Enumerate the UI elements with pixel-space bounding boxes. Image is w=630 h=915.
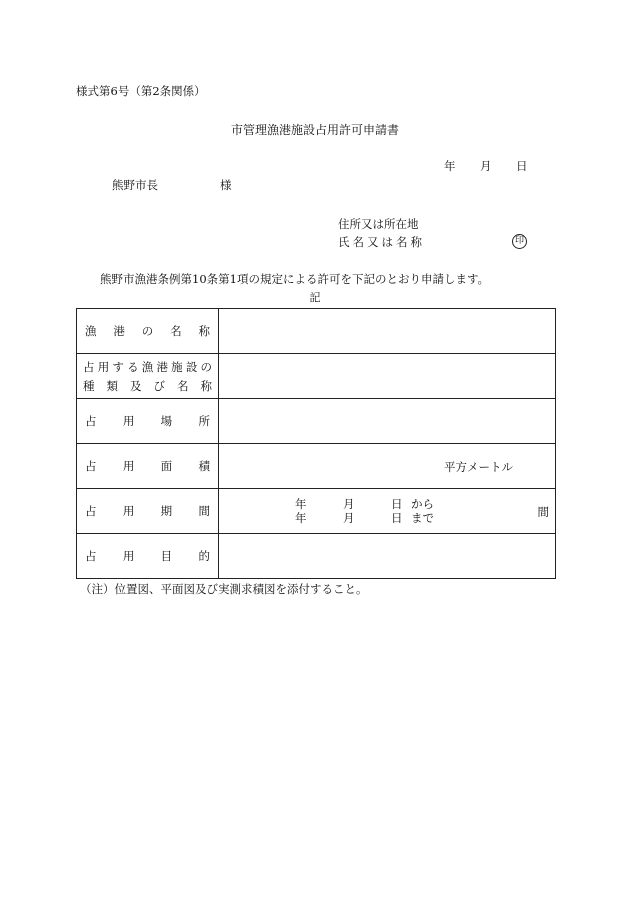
area-field[interactable] xyxy=(219,444,556,489)
application-statement: 熊野市漁港条例第10条第1項の規定による許可を下記のとおり申請します。 xyxy=(100,272,490,286)
label-char: 用 xyxy=(122,549,135,563)
label-char: 目 xyxy=(160,549,173,563)
label-char: 名 xyxy=(177,378,189,393)
label-char: 名 xyxy=(170,324,182,338)
label-line-1 xyxy=(83,359,212,375)
label-chars xyxy=(77,503,218,519)
date-month-label: 月 xyxy=(480,159,492,173)
label-char: 称 xyxy=(200,378,212,393)
period-dates xyxy=(295,497,434,525)
label-chars xyxy=(77,458,218,474)
label-char: 期 xyxy=(160,504,173,518)
facility-field[interactable] xyxy=(219,354,556,399)
facility-label xyxy=(77,354,219,399)
application-table xyxy=(76,308,556,579)
table-row-period xyxy=(77,489,556,534)
period-to-year: 年 xyxy=(295,511,307,525)
ki-heading: 記 xyxy=(309,291,321,304)
table-row-area xyxy=(77,444,556,489)
label-chars xyxy=(77,548,218,564)
label-char: の xyxy=(200,359,212,374)
label-char: 占 xyxy=(85,414,97,428)
addressee-name: 熊野市長 xyxy=(112,178,158,192)
label-char: 設 xyxy=(185,359,198,374)
period-from-day: 日 xyxy=(391,497,403,511)
table-row-facility xyxy=(77,354,556,399)
attachment-note: （注）位置図、平面図及び実測求積図を添付すること。 xyxy=(80,582,368,596)
period-from xyxy=(295,497,434,511)
page-title: 市管理漁港施設占用許可申請書 xyxy=(230,123,399,137)
applicant-address-label: 住所又は所在地 xyxy=(338,217,419,231)
period-label xyxy=(77,489,219,534)
period-to-day: 日 xyxy=(391,511,403,525)
addressee-honorific: 様 xyxy=(220,178,232,192)
label-char: 的 xyxy=(198,549,210,563)
form-number: 様式第6号（第2条関係） xyxy=(76,84,206,98)
label-char: 占 xyxy=(83,359,95,374)
label-char: 間 xyxy=(198,504,210,518)
label-char: す xyxy=(112,359,124,374)
label-lines xyxy=(77,359,218,394)
label-line-2 xyxy=(83,378,212,394)
purpose-label xyxy=(77,534,219,579)
period-from-suffix: から xyxy=(411,497,434,511)
applicant-name-label: 氏名又は名称 xyxy=(338,235,425,249)
label-char: 占 xyxy=(85,549,97,563)
date-year-label: 年 xyxy=(444,159,456,173)
label-char: 港 xyxy=(113,324,125,338)
period-from-year: 年 xyxy=(295,497,307,511)
period-from-month: 月 xyxy=(343,497,355,511)
label-char: 面 xyxy=(160,459,173,473)
label-char: 用 xyxy=(122,459,135,473)
label-char: 漁 xyxy=(141,359,154,374)
label-chars xyxy=(77,323,218,339)
label-char: の xyxy=(141,324,154,338)
label-char: 用 xyxy=(122,414,135,428)
period-to xyxy=(295,511,434,525)
label-char: 及 xyxy=(130,378,142,393)
label-char: 占 xyxy=(85,459,97,473)
area-unit: 平方メートル xyxy=(444,460,513,474)
port-name-field[interactable] xyxy=(219,309,556,354)
table-row-purpose xyxy=(77,534,556,579)
period-to-suffix: まで xyxy=(411,511,434,525)
label-char: 積 xyxy=(198,459,210,473)
area-label xyxy=(77,444,219,489)
place-label xyxy=(77,399,219,444)
label-char: 用 xyxy=(97,359,110,374)
label-char: び xyxy=(153,378,165,393)
seal-char: 印 xyxy=(514,236,524,246)
label-char: 施 xyxy=(171,359,183,374)
label-char: 場 xyxy=(160,414,173,428)
label-char: 漁 xyxy=(85,324,97,338)
date-day-label: 日 xyxy=(516,159,528,173)
label-char: 港 xyxy=(156,359,168,374)
table-row-place xyxy=(77,399,556,444)
port-name-label xyxy=(77,309,219,354)
label-char: 種 xyxy=(83,378,95,393)
label-char: 称 xyxy=(198,324,210,338)
label-char: 用 xyxy=(122,504,135,518)
label-char: る xyxy=(127,359,139,374)
table-row-port-name xyxy=(77,309,556,354)
place-field[interactable] xyxy=(219,399,556,444)
label-char: 類 xyxy=(106,378,118,393)
period-to-month: 月 xyxy=(343,511,355,525)
seal-mark xyxy=(512,234,527,249)
period-ken: 間 xyxy=(537,505,549,519)
label-char: 占 xyxy=(85,504,97,518)
label-chars xyxy=(77,413,218,429)
label-char: 所 xyxy=(198,414,210,428)
period-field[interactable] xyxy=(219,489,556,534)
purpose-field[interactable] xyxy=(219,534,556,579)
